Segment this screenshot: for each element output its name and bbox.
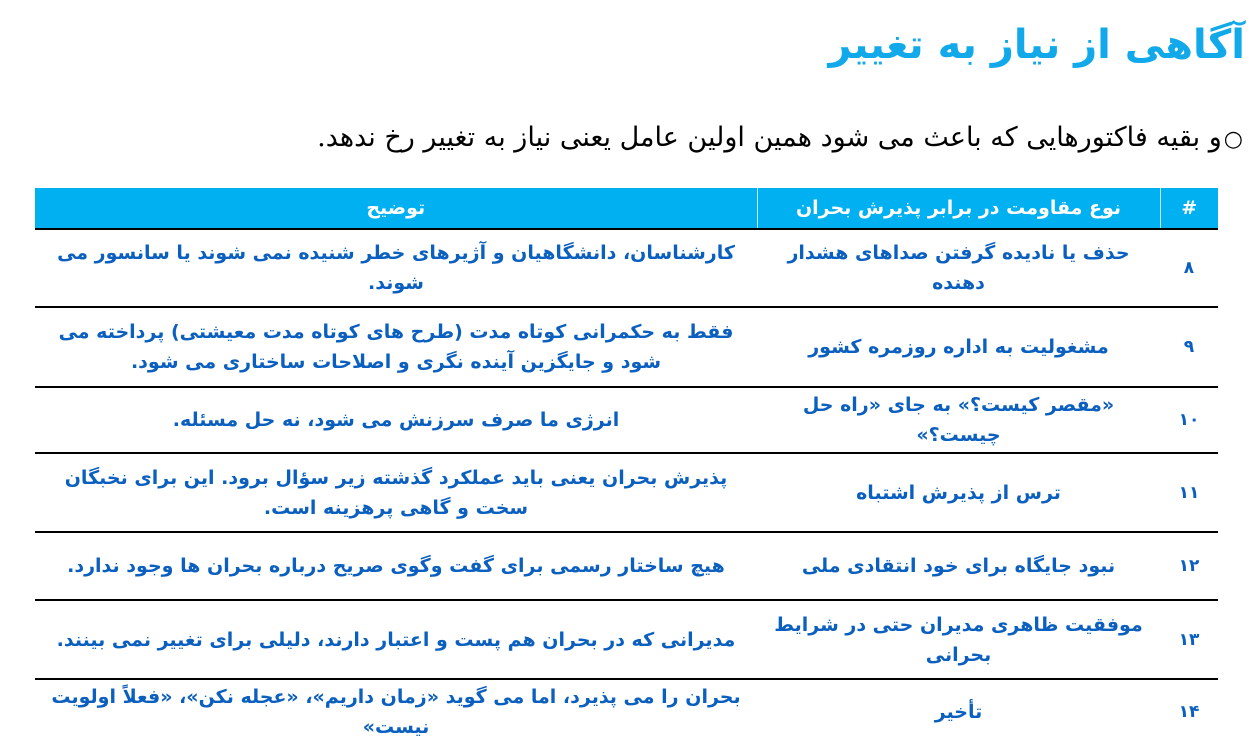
row-number: ۱۱ [1178,482,1200,503]
row-number: ۱۳ [1178,629,1200,650]
bullet-content: و بقیه فاکتورهایی که باعث می شود همین اولین عامل یعنی نیاز به تغییر رخ ندهد. [317,122,1222,153]
table-row [35,532,1218,600]
header-number: # [1160,188,1218,229]
circle-bullet-icon: ○ [1223,127,1243,152]
row-description: بحران را می پذیرد، اما می گوید «زمان داریم»، «عجله نکن»، «فعلاً اولویت نیست» [51,686,741,738]
resistance-table [35,188,1218,744]
row-description: هیچ ساختار رسمی برای گفت وگوی صریح درباره بحران ها وجود ندارد. [67,555,725,577]
row-description: فقط به حکمرانی کوتاه مدت (طرح های کوتاه مدت معیشتی) پرداخته می شود و جایگزین آینده نگری و اصلاحات ساختاری می شود. [58,321,734,373]
row-number: ۸ [1183,258,1195,278]
resistance-type: ترس از پذیرش اشتباه [856,481,1061,504]
table-row [35,387,1218,453]
resistance-type: «مقصر کیست؟» به جای «راه حل چیست؟» [802,394,1115,446]
slide-title: آگاهی از نیاز به تغییر [828,22,1245,68]
resistance-type: مشغولیت به اداره روزمره کشور [808,336,1109,358]
resistance-type: حذف یا نادیده گرفتن صداهای هشدار دهنده [787,242,1130,294]
table-row [35,229,1218,307]
row-number: ۱۴ [1178,702,1200,722]
table-row [35,600,1218,679]
resistance-type: نبود جایگاه برای خود انتقادی ملی [801,555,1116,577]
table-header-row [35,188,1218,229]
row-description: پذیرش بحران یعنی باید عملکرد گذشته زیر سؤال برود. این برای نخبگان سخت و گاهی پرهزینه است. [64,466,728,519]
row-number: ۱۰ [1178,410,1200,430]
row-description: مدیرانی که در بحران هم پست و اعتبار دارند، دلیلی برای تغییر نمی بینند. [56,628,736,651]
bullet-text [317,122,1243,153]
header-description: توضیح [35,188,757,229]
row-description: انرژی ما صرف سرزنش می شود، نه حل مسئله. [172,409,620,431]
table-row [35,679,1218,744]
header-type: نوع مقاومت در برابر پذیرش بحران [757,188,1160,229]
table-row [35,307,1218,387]
row-number: ۱۲ [1178,556,1200,576]
table-row [35,453,1218,532]
row-number: ۹ [1183,337,1195,357]
resistance-type: تأخیر [934,701,983,723]
row-description: کارشناسان، دانشگاهیان و آژیرهای خطر شنیده نمی شوند یا سانسور می شوند. [57,242,735,294]
resistance-type: موفقیت ظاهری مدیران حتی در شرایط بحرانی [774,613,1143,666]
